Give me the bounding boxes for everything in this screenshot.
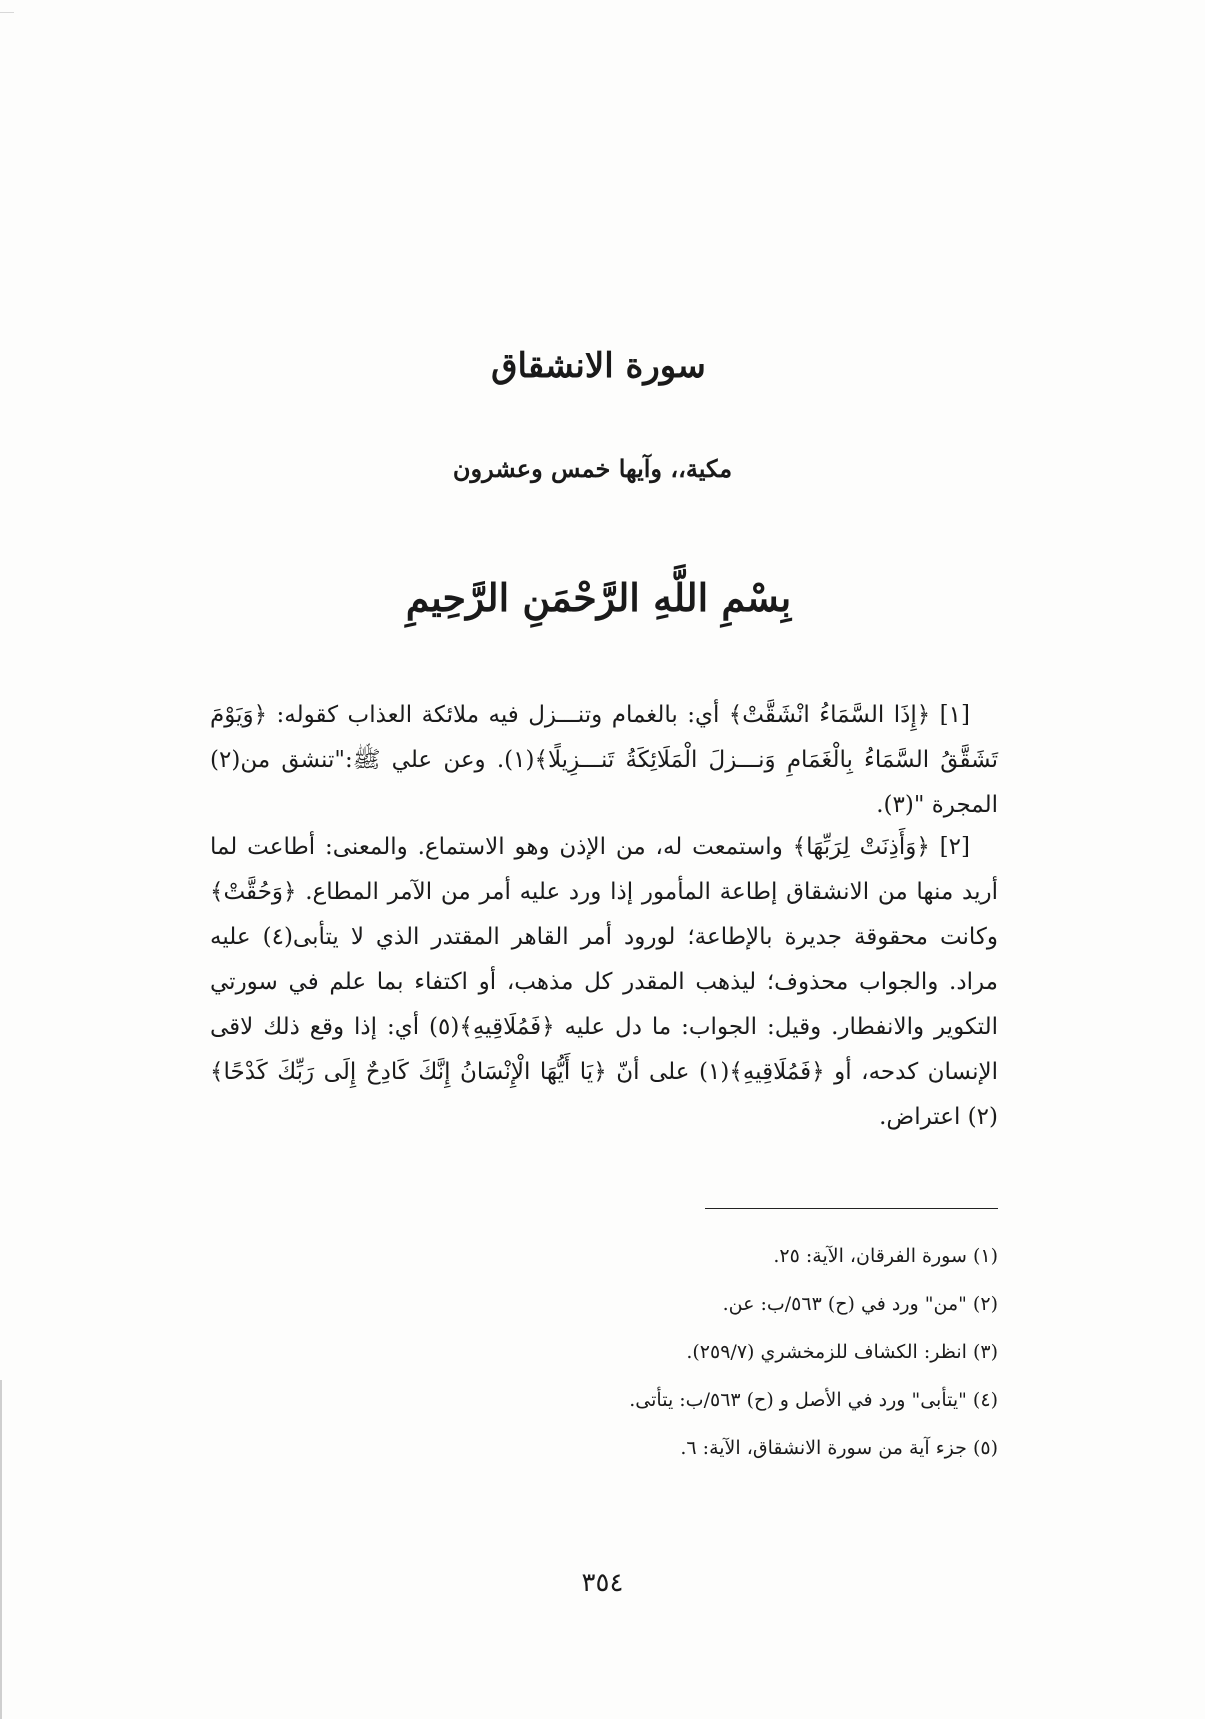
footnote-separator bbox=[705, 1208, 998, 1209]
footnote-item: (٢) "من" ورد في (ح) ٥٦٣/ب: عن. bbox=[722, 1293, 998, 1315]
footnote-item: (١) سورة الفرقان، الآية: ٢٥. bbox=[773, 1245, 998, 1267]
page-number: ٣٥٤ bbox=[581, 1568, 624, 1598]
commentary-paragraph-1 bbox=[210, 693, 998, 828]
scan-mark bbox=[0, 12, 14, 13]
paragraph-text: [٢] ﴿وَأَذِنَتْ لِرَبِّهَا﴾ واستمعت له، من الإذن وهو الاستماع. والمعنى: أطاعت لما أريد منها من الانشقاق إطاعة المأمور إذا ورد عليه أمر من الآمر المطاع. ﴿وَحُقَّتْ﴾ وكانت محقوقة جديرة بالإطاعة؛ لورود أمر القاهر المقتدر الذي لا يتأبى(٤) عليه مراد. والجواب محذوف؛ ليذهب المقدر كل مذهب، أو اكتفاء بما علم في سورتي التكوير والانفطار. وقيل: الجواب: ما دل عليه ﴿فَمُلَاقِيهِ﴾(٥) أي: إذا وقع ذلك لاقى الإنسان كدحه، أو ﴿فَمُلَاقِيهِ﴾(١) على أنّ ﴿يَا أَيُّهَا الْإِنْسَانُ إِنَّكَ كَادِحٌ إِلَى رَبِّكَ كَدْحًا﴾(٢) اعتراض. bbox=[210, 834, 999, 1130]
commentary-paragraph-2 bbox=[210, 825, 998, 1140]
surah-title: سورة الانشقاق bbox=[491, 346, 706, 386]
footnote-item: (٤) "يتأبى" ورد في الأصل و (ح) ٥٦٣/ب: يتأتى. bbox=[629, 1389, 998, 1411]
footnote-item: (٥) جزء آية من سورة الانشقاق، الآية: ٦. bbox=[680, 1437, 998, 1459]
surah-info: مكية،، وآيها خمس وعشرون bbox=[452, 454, 733, 483]
footnotes-list bbox=[210, 1232, 998, 1472]
paragraph-text: [١] ﴿إِذَا السَّمَاءُ انْشَقَّتْ﴾ أي: بالغمام وتنـــزل فيه ملائكة العذاب كقوله: ﴿وَيَوْمَ تَشَقَّقُ السَّمَاءُ بِالْغَمَامِ وَنـــزلَ الْمَلَائِكَةُ تَنـــزِيلًا﴾(١). وعن علي ﷺ:"تنشق من(٢) المجرة "(٣). bbox=[210, 702, 998, 818]
scan-edge-shadow bbox=[0, 1380, 2, 1719]
footnote-item: (٣) انظر: الكشاف للزمخشري (٢٥٩/٧). bbox=[686, 1341, 998, 1363]
basmala: بِسْمِ اللَّهِ الرَّحْمَنِ الرَّحِيمِ bbox=[405, 575, 792, 620]
